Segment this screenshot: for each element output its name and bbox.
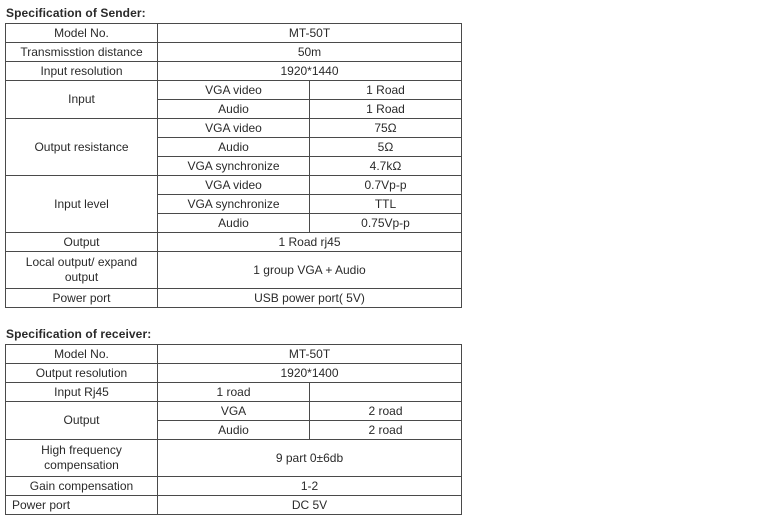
spec-value: MT-50T bbox=[158, 345, 462, 364]
spec-value: 1 road bbox=[158, 383, 310, 402]
table-row bbox=[6, 345, 462, 364]
spec-label-line: Local output/ expand bbox=[25, 255, 138, 269]
spec-label: Gain compensation bbox=[6, 477, 158, 496]
spec-value: TTL bbox=[310, 195, 462, 214]
table-row bbox=[6, 24, 462, 43]
spec-value: 2 road bbox=[310, 402, 462, 421]
table-row bbox=[6, 477, 462, 496]
spec-label: Output bbox=[6, 233, 158, 252]
spec-sub-label: Audio bbox=[158, 100, 310, 119]
table-row bbox=[6, 81, 462, 100]
spec-label: Input level bbox=[6, 176, 158, 233]
table-row bbox=[6, 62, 462, 81]
spec-value: 9 part 0±6db bbox=[158, 440, 462, 477]
spec-value: 2 road bbox=[310, 421, 462, 440]
spec-value: 1 Road bbox=[310, 100, 462, 119]
sender-heading: Specification of Sender: bbox=[6, 6, 146, 20]
spec-sub-label: VGA video bbox=[158, 119, 310, 138]
spec-sub-label: VGA video bbox=[158, 176, 310, 195]
table-row bbox=[6, 289, 462, 308]
table-row bbox=[6, 364, 462, 383]
receiver-heading: Specification of receiver: bbox=[6, 327, 152, 341]
spec-empty-cell bbox=[310, 383, 462, 402]
spec-label bbox=[6, 252, 158, 289]
spec-sub-label: VGA video bbox=[158, 81, 310, 100]
table-row bbox=[6, 440, 462, 477]
spec-value: DC 5V bbox=[158, 496, 462, 515]
spec-label bbox=[6, 440, 158, 477]
spec-label: Input bbox=[6, 81, 158, 119]
spec-value: 1 Road rj45 bbox=[158, 233, 462, 252]
spec-sub-label: Audio bbox=[158, 421, 310, 440]
spec-value: 1 Road bbox=[310, 81, 462, 100]
spec-label: Output resistance bbox=[6, 119, 158, 176]
table-row bbox=[6, 496, 462, 515]
spec-sub-label: VGA synchronize bbox=[158, 195, 310, 214]
sender-spec-table bbox=[5, 23, 462, 308]
spec-sub-label: VGA synchronize bbox=[158, 157, 310, 176]
spec-sub-label: Audio bbox=[158, 138, 310, 157]
spec-label: Input resolution bbox=[6, 62, 158, 81]
spec-label: Input Rj45 bbox=[6, 383, 158, 402]
spec-label: Output bbox=[6, 402, 158, 440]
table-row bbox=[6, 402, 462, 421]
spec-value: 5Ω bbox=[310, 138, 462, 157]
spec-value: 1920*1400 bbox=[158, 364, 462, 383]
spec-label: Power port bbox=[6, 496, 158, 515]
spec-value: 1-2 bbox=[158, 477, 462, 496]
spec-label: Output resolution bbox=[6, 364, 158, 383]
spec-value: 1920*1440 bbox=[158, 62, 462, 81]
receiver-spec-table bbox=[5, 344, 462, 515]
spec-label: Transmisstion distance bbox=[6, 43, 158, 62]
spec-label-line: output bbox=[64, 270, 99, 284]
table-row bbox=[6, 43, 462, 62]
table-row bbox=[6, 252, 462, 289]
spec-sub-label: Audio bbox=[158, 214, 310, 233]
spec-value: 0.7Vp-p bbox=[310, 176, 462, 195]
spec-value: 1 group VGA + Audio bbox=[158, 252, 462, 289]
spec-sub-label: VGA bbox=[158, 402, 310, 421]
table-row bbox=[6, 383, 462, 402]
table-row bbox=[6, 119, 462, 138]
spec-value: MT-50T bbox=[158, 24, 462, 43]
spec-value: 50m bbox=[158, 43, 462, 62]
table-row bbox=[6, 176, 462, 195]
table-row bbox=[6, 233, 462, 252]
spec-value: 0.75Vp-p bbox=[310, 214, 462, 233]
spec-value: 75Ω bbox=[310, 119, 462, 138]
spec-value: 4.7kΩ bbox=[310, 157, 462, 176]
spec-label: Model No. bbox=[6, 24, 158, 43]
spec-label: Model No. bbox=[6, 345, 158, 364]
spec-label: Power port bbox=[6, 289, 158, 308]
spec-label-line: compensation bbox=[44, 458, 119, 472]
spec-value: USB power port( 5V) bbox=[158, 289, 462, 308]
spec-label-line: High frequency bbox=[41, 443, 122, 457]
